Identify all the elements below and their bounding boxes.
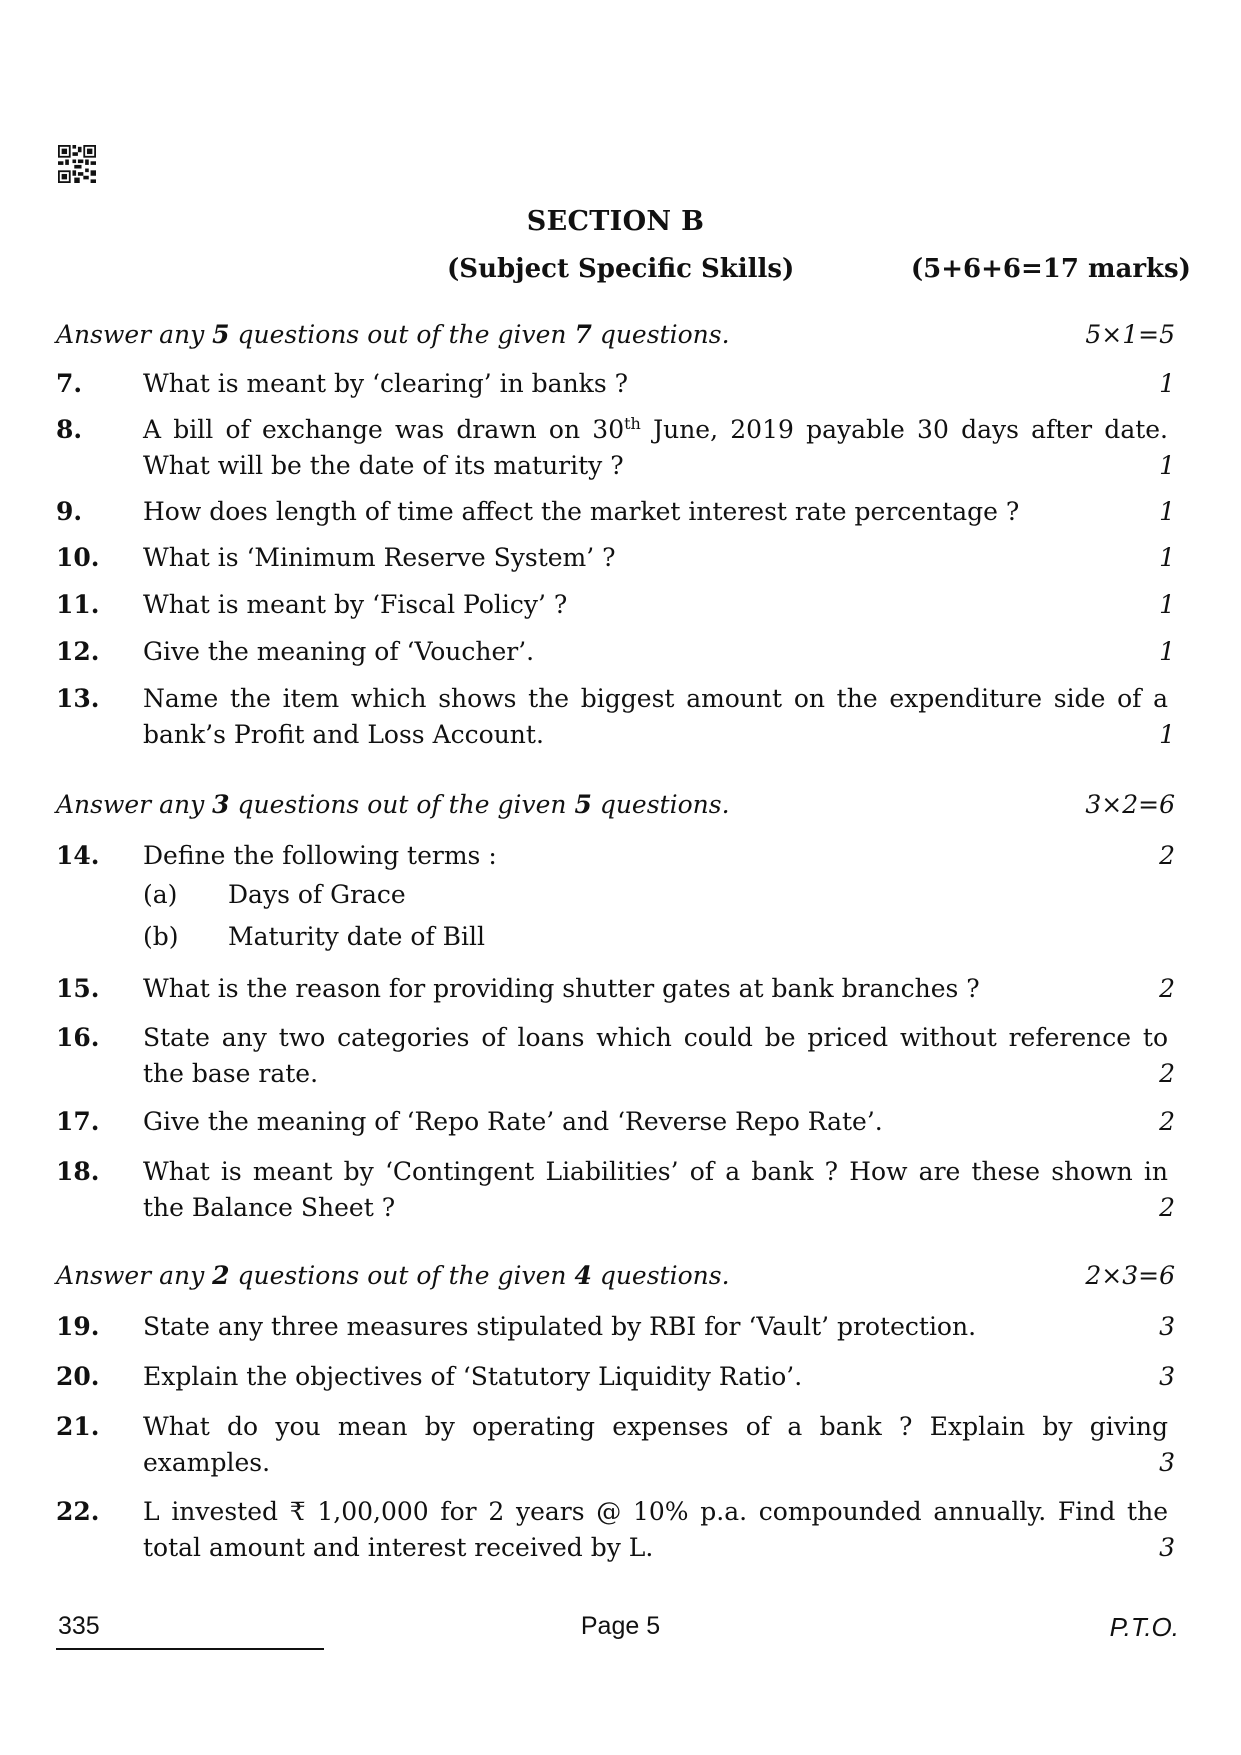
- question-18: [56, 1154, 1175, 1226]
- question-marks: 2: [1159, 1059, 1175, 1088]
- question-number: 21.: [56, 1412, 100, 1441]
- question-16: [56, 1020, 1175, 1092]
- marks-scheme: 5×1=5: [1085, 320, 1175, 349]
- question-7: [56, 366, 1175, 402]
- question-text: Explain the objectives of ‘Statutory Liquidity Ratio’.: [143, 1362, 803, 1391]
- question-14: [56, 838, 1175, 874]
- question-19: [56, 1309, 1175, 1345]
- question-20: [56, 1359, 1175, 1395]
- sub-item-b: [143, 922, 743, 958]
- question-9: [56, 494, 1175, 530]
- question-text: Give the meaning of ‘Repo Rate’ and ‘Reverse Repo Rate’.: [143, 1107, 883, 1136]
- question-number: 19.: [56, 1312, 100, 1341]
- question-text: Define the following terms :: [143, 841, 497, 870]
- question-11: [56, 587, 1175, 623]
- question-text: How does length of time affect the market interest rate percentage ?: [143, 497, 1020, 526]
- question-text: What is meant by ‘Contingent Liabilities’ of a bank ? How are these shown in the Balance Sheet ?: [143, 1157, 1168, 1222]
- question-number: 14.: [56, 841, 100, 870]
- question-marks: 2: [1159, 974, 1175, 1003]
- qr-code-icon: [58, 145, 96, 183]
- sub-item-a: [143, 880, 743, 916]
- question-marks: 2: [1159, 1107, 1175, 1136]
- group-instruction-1: [56, 320, 1175, 349]
- question-marks: 2: [1159, 841, 1175, 870]
- group-instruction-3: [56, 1261, 1175, 1290]
- question-marks: 3: [1159, 1448, 1175, 1477]
- question-text: What is ‘Minimum Reserve System’ ?: [143, 543, 616, 572]
- question-marks: 1: [1159, 451, 1175, 480]
- question-marks: 1: [1159, 497, 1175, 526]
- question-text: Name the item which shows the biggest amount on the expenditure side of a bank’s Profit and Loss Account.: [143, 684, 1168, 749]
- question-number: 15.: [56, 974, 100, 1003]
- instruction-text: Answer any 2 questions out of the given 4 questions.: [56, 1261, 730, 1290]
- question-number: 22.: [56, 1497, 100, 1526]
- group-instruction-2: [56, 790, 1175, 819]
- section-marks: (5+6+6=17 marks): [910, 254, 1191, 284]
- sub-item-text: Days of Grace: [228, 880, 406, 909]
- question-text: What is the reason for providing shutter gates at bank branches ?: [143, 974, 980, 1003]
- marks-scheme: 3×2=6: [1085, 790, 1175, 819]
- question-text: A bill of exchange was drawn on 30th June, 2019 payable 30 days after date. What will be the date of its maturity ?: [143, 414, 1169, 480]
- question-8: [56, 412, 1175, 484]
- question-marks: 1: [1159, 720, 1175, 749]
- sub-item-label: (a): [143, 880, 178, 909]
- paper-code: 335: [58, 1612, 100, 1640]
- question-marks: 1: [1159, 543, 1175, 572]
- question-marks: 1: [1159, 369, 1175, 398]
- question-text: State any two categories of loans which could be priced without reference to the base rate.: [143, 1023, 1168, 1088]
- instruction-text: Answer any 5 questions out of the given 7 questions.: [56, 320, 730, 349]
- question-number: 10.: [56, 543, 100, 572]
- question-number: 12.: [56, 637, 100, 666]
- question-17: [56, 1104, 1175, 1140]
- question-number: 18.: [56, 1157, 100, 1186]
- question-number: 9.: [56, 497, 83, 526]
- question-number: 20.: [56, 1362, 100, 1391]
- question-marks: 3: [1159, 1312, 1175, 1341]
- question-number: 13.: [56, 684, 100, 713]
- question-number: 17.: [56, 1107, 100, 1136]
- question-number: 7.: [56, 369, 83, 398]
- question-10: [56, 540, 1175, 576]
- question-marks: 3: [1159, 1533, 1175, 1562]
- question-number: 16.: [56, 1023, 100, 1052]
- question-number: 8.: [56, 415, 83, 444]
- question-text: What is meant by ‘Fiscal Policy’ ?: [143, 590, 568, 619]
- question-number: 11.: [56, 590, 100, 619]
- question-marks: 3: [1159, 1362, 1175, 1391]
- please-turn-over: P.T.O.: [1109, 1612, 1179, 1642]
- sub-item-label: (b): [143, 922, 179, 951]
- sub-item-text: Maturity date of Bill: [228, 922, 486, 951]
- question-text: What is meant by ‘clearing’ in banks ?: [143, 369, 629, 398]
- question-marks: 1: [1159, 637, 1175, 666]
- question-13: [56, 681, 1175, 753]
- section-title: SECTION B: [526, 206, 705, 237]
- marks-scheme: 2×3=6: [1085, 1261, 1175, 1290]
- question-15: [56, 971, 1175, 1007]
- question-text: Give the meaning of ‘Voucher’.: [143, 637, 535, 666]
- question-text: L invested ₹ 1,00,000 for 2 years @ 10% p.a. compounded annually. Find the total amount and interest received by L.: [143, 1497, 1168, 1562]
- question-12: [56, 634, 1175, 670]
- question-21: [56, 1409, 1175, 1481]
- footer-rule: [56, 1648, 324, 1650]
- question-text: State any three measures stipulated by RBI for ‘Vault’ protection.: [143, 1312, 977, 1341]
- section-subtitle: (Subject Specific Skills): [447, 254, 795, 284]
- question-text: What do you mean by operating expenses of a bank ? Explain by giving examples.: [143, 1412, 1168, 1477]
- question-22: [56, 1494, 1175, 1566]
- question-marks: 2: [1159, 1193, 1175, 1222]
- question-marks: 1: [1159, 590, 1175, 619]
- instruction-text: Answer any 3 questions out of the given 5 questions.: [56, 790, 730, 819]
- page-number: Page 5: [580, 1612, 661, 1640]
